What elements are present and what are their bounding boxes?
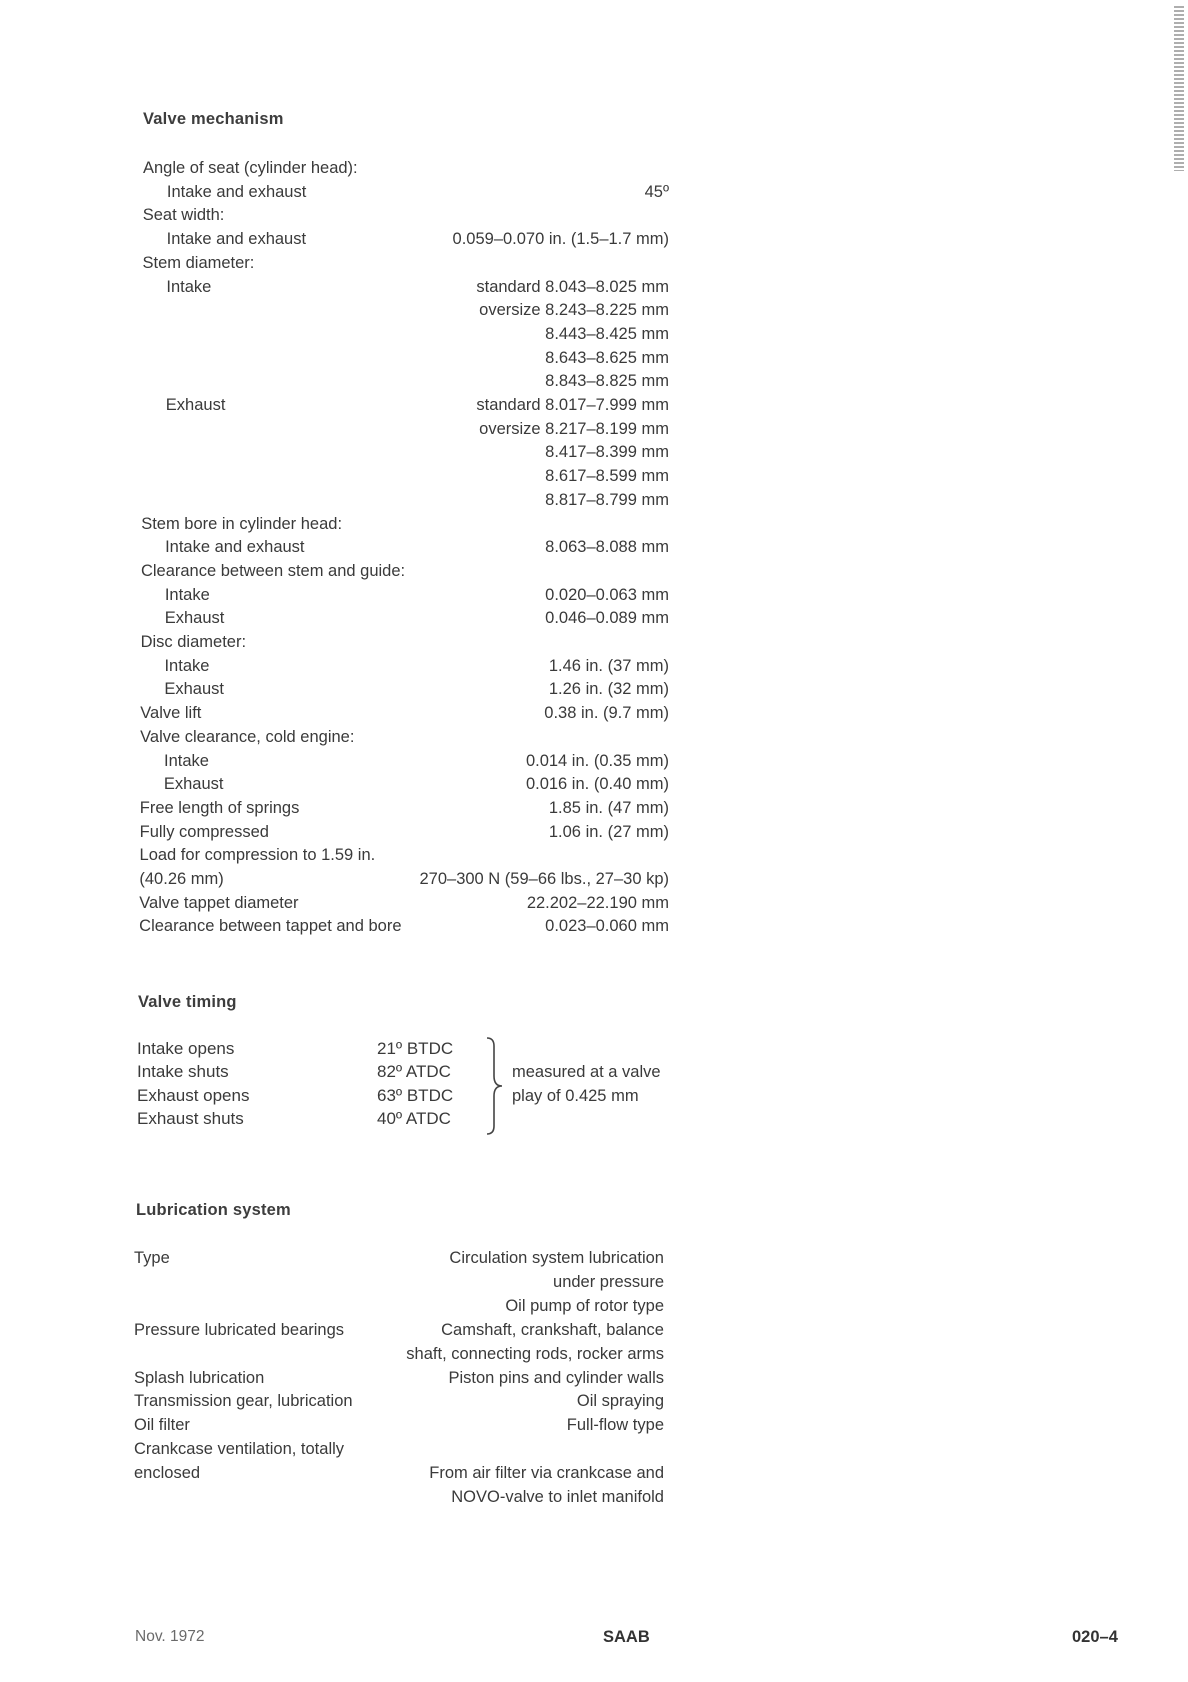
spec-row bbox=[0, 821, 1188, 843]
spec-row bbox=[0, 204, 1188, 226]
spec-row bbox=[0, 773, 1188, 795]
footer-date: Nov. 1972 bbox=[135, 1628, 205, 1645]
spec-row bbox=[0, 797, 1188, 819]
spec-row bbox=[0, 276, 1188, 298]
spec-value: Camshaft, crankshaft, balance bbox=[441, 1320, 664, 1339]
spec-row bbox=[0, 418, 1188, 440]
spec-value: Full-flow type bbox=[566, 1416, 664, 1435]
spec-label: Stem bore in cylinder head: bbox=[141, 514, 343, 533]
spec-row bbox=[0, 1343, 1188, 1365]
spec-value: 8.843–8.825 mm bbox=[545, 372, 669, 391]
spec-value: shaft, connecting rods, rocker arms bbox=[406, 1344, 664, 1363]
spec-row bbox=[0, 655, 1188, 677]
spec-label: Valve lift bbox=[140, 704, 202, 723]
spec-value: standard 8.017–7.999 mm bbox=[476, 396, 669, 414]
footer-page-number: 020–4 bbox=[1072, 1628, 1118, 1646]
spec-label: Free length of springs bbox=[139, 798, 300, 817]
spec-row bbox=[0, 228, 1188, 250]
valve-timing-labels bbox=[137, 1037, 249, 1130]
timing-label: Exhaust opens bbox=[137, 1085, 250, 1105]
spec-label: Exhaust bbox=[163, 775, 224, 794]
spec-label: Splash lubrication bbox=[134, 1368, 265, 1387]
spec-row bbox=[0, 489, 1188, 511]
spec-row bbox=[0, 323, 1188, 345]
spec-row bbox=[0, 1414, 1188, 1436]
spec-value: 1.46 in. (37 mm) bbox=[548, 656, 669, 675]
spec-row bbox=[0, 1247, 1188, 1269]
spec-value: 45º bbox=[644, 182, 669, 201]
spec-row bbox=[0, 678, 1188, 700]
spec-value: under pressure bbox=[553, 1272, 664, 1291]
valve-mechanism-heading: Valve mechanism bbox=[143, 110, 284, 128]
spec-row bbox=[0, 347, 1188, 369]
spec-label: Intake bbox=[164, 751, 209, 770]
spec-value: 8.617–8.599 mm bbox=[545, 467, 669, 486]
spec-row bbox=[0, 370, 1188, 392]
spec-row bbox=[0, 750, 1188, 772]
spec-label: Transmission gear, lubrication bbox=[134, 1392, 353, 1411]
spec-label: (40.26 mm) bbox=[139, 870, 224, 888]
spec-value: 0.016 in. (0.40 mm) bbox=[525, 775, 669, 794]
spec-label: Disc diameter: bbox=[140, 633, 247, 651]
spec-value: 0.046–0.089 mm bbox=[545, 609, 669, 628]
spec-row bbox=[0, 584, 1188, 606]
spec-label: Oil filter bbox=[134, 1416, 190, 1435]
spec-row bbox=[0, 299, 1188, 321]
timing-label: Intake opens bbox=[137, 1039, 235, 1058]
spec-value: 1.26 in. (32 mm) bbox=[548, 680, 669, 699]
spec-value: 270–300 N (59–66 lbs., 27–30 kp) bbox=[419, 870, 669, 888]
spec-row bbox=[0, 1367, 1188, 1389]
timing-note-line1: measured at a valve bbox=[512, 1063, 661, 1081]
spec-value: oversize 8.217–8.199 mm bbox=[479, 419, 669, 438]
spec-value: 8.417–8.399 mm bbox=[545, 443, 669, 462]
spec-row bbox=[0, 181, 1188, 203]
spec-row bbox=[0, 726, 1188, 748]
footer-brand: SAAB bbox=[603, 1628, 650, 1646]
spec-row bbox=[0, 441, 1188, 463]
spec-row bbox=[0, 868, 1188, 890]
timing-label: Intake shuts bbox=[137, 1062, 229, 1082]
timing-note-line2: play of 0.425 mm bbox=[512, 1087, 639, 1105]
spec-value: 0.014 in. (0.35 mm) bbox=[525, 751, 669, 770]
spec-value: From air filter via crankcase and bbox=[429, 1464, 664, 1483]
spec-label: Intake and exhaust bbox=[166, 182, 307, 201]
binding-edge-marks bbox=[1174, 6, 1184, 171]
spec-row bbox=[0, 157, 1188, 179]
spec-value: 8.643–8.625 mm bbox=[545, 348, 669, 367]
spec-row bbox=[0, 892, 1188, 914]
spec-label: Valve clearance, cold engine: bbox=[140, 727, 355, 746]
spec-row bbox=[0, 1271, 1188, 1293]
spec-label: Type bbox=[134, 1249, 170, 1267]
spec-label: Valve tappet diameter bbox=[139, 893, 299, 912]
spec-value: 1.85 in. (47 mm) bbox=[548, 798, 669, 817]
spec-value: Piston pins and cylinder walls bbox=[448, 1368, 664, 1387]
spec-value: 1.06 in. (27 mm) bbox=[548, 822, 669, 841]
spec-label: Intake bbox=[164, 585, 210, 604]
spec-label: Clearance between stem and guide: bbox=[140, 561, 406, 580]
spec-value: 8.443–8.425 mm bbox=[545, 324, 669, 343]
valve-timing-heading: Valve timing bbox=[138, 993, 237, 1011]
spec-label: enclosed bbox=[134, 1464, 201, 1483]
spec-label: Intake and exhaust bbox=[166, 230, 307, 249]
spec-value: Oil pump of rotor type bbox=[505, 1296, 664, 1315]
spec-label: Pressure lubricated bearings bbox=[134, 1320, 345, 1339]
spec-label: Intake and exhaust bbox=[165, 538, 305, 557]
timing-value: 21º BTDC bbox=[377, 1039, 454, 1058]
spec-row bbox=[0, 631, 1188, 653]
lubrication-heading: Lubrication system bbox=[136, 1201, 291, 1219]
spec-row bbox=[0, 1486, 1188, 1508]
timing-value: 82º ATDC bbox=[377, 1062, 451, 1082]
spec-row bbox=[0, 702, 1188, 724]
spec-value: 0.38 in. (9.7 mm) bbox=[544, 704, 669, 723]
spec-value: standard 8.043–8.025 mm bbox=[476, 277, 669, 296]
spec-value: NOVO-valve to inlet manifold bbox=[451, 1488, 664, 1506]
timing-label: Exhaust shuts bbox=[137, 1108, 244, 1128]
spec-row bbox=[0, 1295, 1188, 1317]
spec-label: Exhaust bbox=[164, 609, 225, 628]
spec-row bbox=[0, 536, 1188, 558]
spec-row bbox=[0, 1390, 1188, 1412]
spec-row bbox=[0, 607, 1188, 629]
spec-row bbox=[0, 513, 1188, 535]
spec-value: 8.063–8.088 mm bbox=[545, 538, 669, 557]
spec-label: Exhaust bbox=[165, 396, 226, 414]
spec-label: Angle of seat (cylinder head): bbox=[143, 159, 358, 177]
spec-row bbox=[0, 844, 1188, 866]
spec-value: Circulation system lubrication bbox=[449, 1249, 664, 1267]
spec-label: Fully compressed bbox=[139, 822, 269, 841]
spec-row bbox=[0, 1319, 1188, 1341]
spec-row bbox=[0, 1462, 1188, 1484]
spec-label: Load for compression to 1.59 in. bbox=[139, 846, 376, 865]
spec-value: 8.817–8.799 mm bbox=[545, 490, 669, 509]
spec-value: 0.023–0.060 mm bbox=[545, 917, 669, 936]
spec-row bbox=[0, 1438, 1188, 1460]
spec-value: 0.020–0.063 mm bbox=[545, 585, 669, 604]
spec-value: 22.202–22.190 mm bbox=[526, 893, 669, 912]
spec-label: Seat width: bbox=[142, 206, 225, 225]
spec-label: Stem diameter: bbox=[142, 253, 255, 272]
spec-label: Intake bbox=[166, 277, 212, 296]
valve-timing-values bbox=[377, 1037, 453, 1130]
spec-label: Intake bbox=[164, 656, 210, 675]
timing-value: 63º BTDC bbox=[377, 1085, 454, 1105]
spec-label: Exhaust bbox=[164, 680, 224, 699]
spec-row bbox=[0, 915, 1188, 937]
spec-value: Oil spraying bbox=[576, 1392, 664, 1411]
spec-row bbox=[0, 465, 1188, 487]
spec-value: 0.059–0.070 in. (1.5–1.7 mm) bbox=[452, 230, 669, 249]
spec-value: oversize 8.243–8.225 mm bbox=[479, 301, 669, 320]
spec-label: Crankcase ventilation, totally bbox=[134, 1440, 345, 1459]
spec-row bbox=[0, 560, 1188, 582]
spec-row bbox=[0, 394, 1188, 416]
right-brace-icon bbox=[484, 1036, 506, 1136]
spec-label: Clearance between tappet and bore bbox=[139, 917, 402, 936]
spec-row bbox=[0, 252, 1188, 274]
timing-value: 40º ATDC bbox=[377, 1108, 451, 1128]
